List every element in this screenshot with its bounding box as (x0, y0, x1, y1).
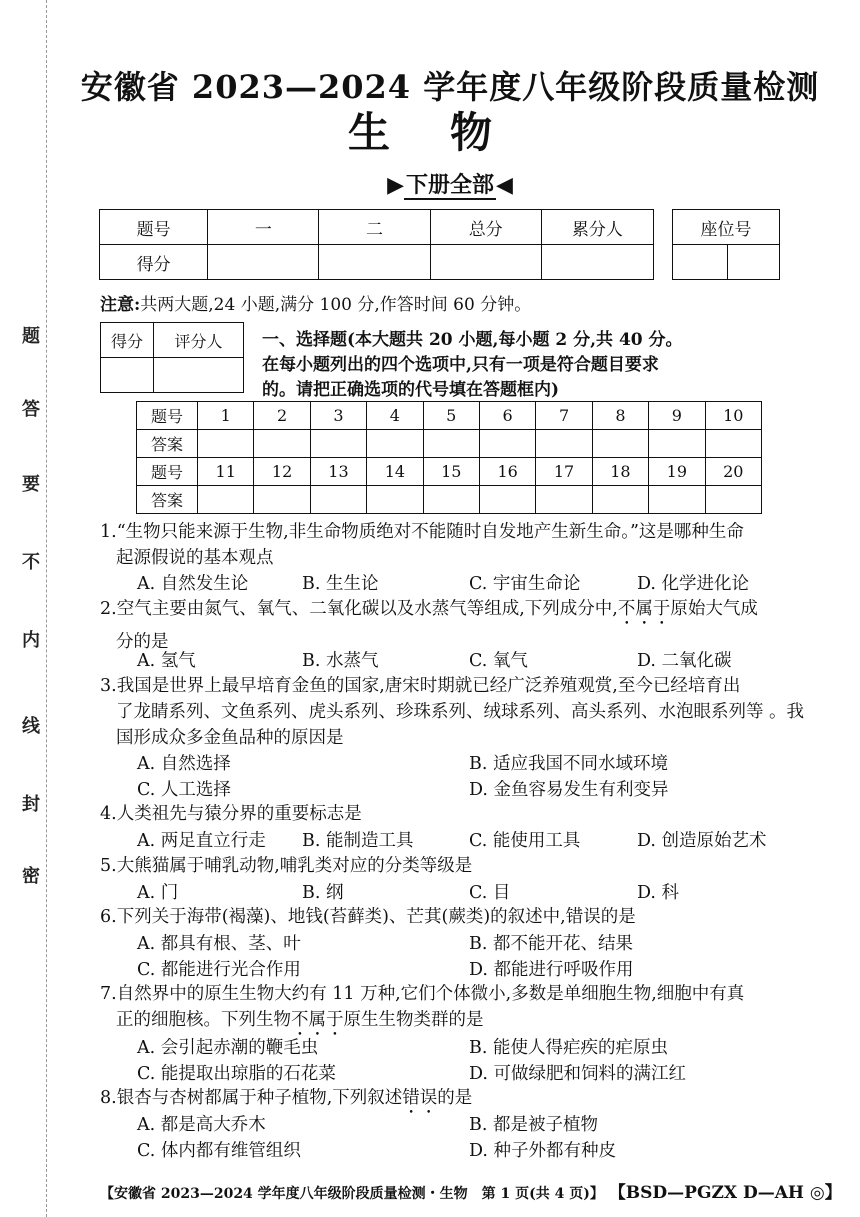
page-footer (100, 1178, 842, 1203)
score-table (99, 209, 654, 280)
score-cell[interactable] (430, 245, 541, 280)
option[interactable]: D. 金鱼容易发生有利变异 (469, 780, 669, 800)
question-stem: 3.我国是世界上最早培育金鱼的国家,唐宋时期就已经广泛养殖观赏,至今已经培育出 (100, 676, 741, 696)
option[interactable]: D. 可做绿肥和饲料的满江红 (469, 1064, 687, 1084)
answer-cell[interactable] (592, 430, 648, 458)
question-stem: 了龙睛系列、文鱼系列、虎头系列、珍珠系列、绒球系列、高头系列、水泡眼系列等 。我 (116, 702, 805, 722)
answer-cell[interactable] (367, 430, 423, 458)
answer-num: 4 (367, 402, 423, 430)
score-header: 总分 (430, 210, 541, 245)
binding-margin-text (18, 0, 44, 1217)
exam-note (100, 290, 531, 315)
exam-title: 安徽省 2023—2024 学年度八年级阶段质量检测 (80, 68, 820, 106)
answer-cell[interactable] (479, 486, 535, 514)
option[interactable]: B. 纲 (302, 883, 344, 903)
answer-num: 8 (592, 402, 648, 430)
grader-cell[interactable] (101, 358, 154, 393)
answer-num: 13 (310, 458, 366, 486)
option[interactable]: D. 创造原始艺术 (637, 831, 767, 851)
answer-cell[interactable] (423, 430, 479, 458)
question-stem: 1.“生物只能来源于生物,非生命物质绝对不能随时自发地产生新生命。”这是哪种生命 (100, 522, 744, 542)
answer-cell[interactable] (536, 486, 592, 514)
answer-cell[interactable] (310, 486, 366, 514)
question-stem: 起源假说的基本观点 (116, 548, 274, 568)
seat-cell[interactable] (728, 245, 780, 280)
grader-person-label: 评分人 (154, 323, 244, 358)
score-cell[interactable] (208, 245, 319, 280)
answer-cell[interactable] (198, 430, 254, 458)
answer-cell[interactable] (479, 430, 535, 458)
exam-subject: 生物 (347, 108, 552, 157)
answer-table (136, 401, 762, 514)
score-header: 累分人 (541, 210, 653, 245)
option[interactable]: D. 都能进行呼吸作用 (469, 960, 634, 980)
answer-num-label: 题号 (137, 458, 198, 486)
option[interactable]: B. 都是被子植物 (469, 1115, 598, 1135)
question-3 (100, 673, 804, 751)
score-header: 一 (208, 210, 319, 245)
answer-num: 9 (649, 402, 705, 430)
option[interactable]: B. 能使人得疟疾的疟原虫 (469, 1038, 668, 1058)
side-char: 不 (22, 552, 40, 573)
option[interactable]: B. 生生论 (302, 574, 379, 594)
seat-label: 座位号 (673, 210, 780, 245)
answer-cell[interactable] (198, 486, 254, 514)
answer-cell[interactable] (649, 486, 705, 514)
option[interactable]: B. 能制造工具 (302, 831, 414, 851)
seat-table (672, 209, 780, 280)
seat-cell[interactable] (673, 245, 728, 280)
answer-cell[interactable] (705, 486, 761, 514)
answer-num: 20 (705, 458, 761, 486)
option[interactable]: C. 能使用工具 (469, 831, 581, 851)
side-char: 密 (22, 866, 40, 887)
question-stem: 国形成众多金鱼品种的原因是 (116, 728, 344, 748)
option[interactable]: A. 自然发生论 (137, 574, 249, 594)
option[interactable]: A. 自然选择 (137, 754, 231, 774)
answer-num: 5 (423, 402, 479, 430)
question-stem: 2.空气主要由氮气、氧气、二氧化碳以及水蒸气等组成,下列成分中, (100, 599, 618, 619)
answer-cell[interactable] (536, 430, 592, 458)
answer-ans-label: 答案 (137, 430, 198, 458)
option[interactable]: B. 适应我国不同水域环境 (469, 754, 668, 774)
binding-line (46, 0, 47, 1217)
option[interactable]: D. 二氧化碳 (637, 651, 732, 671)
score-header: 二 (319, 210, 430, 245)
option[interactable]: C. 宇宙生命论 (469, 574, 581, 594)
score-cell[interactable] (319, 245, 430, 280)
answer-num: 7 (536, 402, 592, 430)
option[interactable]: C. 目 (469, 883, 511, 903)
answer-cell[interactable] (367, 486, 423, 514)
option[interactable]: B. 水蒸气 (302, 651, 379, 671)
score-cell[interactable] (541, 245, 653, 280)
question-7 (100, 981, 744, 1040)
option[interactable]: D. 种子外都有种皮 (469, 1141, 617, 1161)
answer-num: 16 (479, 458, 535, 486)
option[interactable]: B. 都不能开花、结果 (469, 934, 633, 954)
answer-num: 3 (310, 402, 366, 430)
side-char: 封 (22, 794, 40, 815)
note-text: 共两大题,24 小题,满分 100 分,作答时间 60 分钟。 (140, 295, 532, 315)
answer-cell[interactable] (254, 430, 310, 458)
option[interactable]: C. 体内都有维管组织 (137, 1141, 301, 1161)
score-row-label: 得分 (100, 245, 208, 280)
option[interactable]: C. 都能进行光合作用 (137, 960, 301, 980)
grader-score-label: 得分 (101, 323, 154, 358)
grader-cell[interactable] (154, 358, 244, 393)
side-char: 要 (22, 474, 40, 495)
question-stem: 原始大气成 (670, 599, 758, 619)
question-stem: 4.人类祖先与猿分界的重要标志是 (100, 804, 362, 824)
answer-num: 2 (254, 402, 310, 430)
option[interactable]: A. 都具有根、茎、叶 (137, 934, 301, 954)
answer-num: 12 (254, 458, 310, 486)
emphasis-text: 不属于 (617, 599, 671, 619)
answer-cell[interactable] (423, 486, 479, 514)
option[interactable]: A. 门 (137, 883, 179, 903)
question-6 (100, 904, 636, 930)
footer-code: 【BSD—PGZX D—AH ◎】 (608, 1183, 842, 1203)
question-stem: 原生生物类群的是 (343, 1010, 484, 1030)
answer-cell[interactable] (649, 430, 705, 458)
answer-cell[interactable] (310, 430, 366, 458)
option[interactable]: A. 会引起赤潮的鞭毛虫 (137, 1038, 319, 1058)
emphasis-text: 错误 (402, 1088, 438, 1108)
question-stem: 正的细胞核。下列生物 (116, 1010, 291, 1030)
question-stem: 的是 (437, 1088, 473, 1108)
option[interactable]: C. 人工选择 (137, 780, 231, 800)
side-char: 线 (22, 716, 40, 737)
option[interactable]: D. 化学进化论 (637, 574, 750, 594)
question-stem-line (100, 596, 758, 629)
answer-num: 6 (479, 402, 535, 430)
option[interactable]: C. 能提取出琼脂的石花菜 (137, 1064, 336, 1084)
footer-text: 【安徽省 2023—2024 学年度八年级阶段质量检测・生物 第 1 页(共 4 页)】 (100, 1186, 604, 1202)
side-char: 内 (22, 630, 40, 651)
score-header: 题号 (100, 210, 208, 245)
option[interactable]: D. 科 (637, 883, 680, 903)
question-4 (100, 801, 362, 827)
option[interactable]: A. 两足直立行走 (137, 831, 266, 851)
question-stem: 分的是 (116, 632, 169, 652)
grader-table (100, 322, 244, 393)
option[interactable]: A. 都是高大乔木 (137, 1115, 266, 1135)
option[interactable]: C. 氧气 (469, 651, 528, 671)
option[interactable]: A. 氢气 (137, 651, 196, 671)
answer-num: 19 (649, 458, 705, 486)
answer-num: 17 (536, 458, 592, 486)
emphasis-text: 不属于 (291, 1010, 344, 1030)
exam-scope: ▶下册全部◀ (387, 172, 513, 198)
answer-cell[interactable] (254, 486, 310, 514)
answer-num: 1 (198, 402, 254, 430)
note-label: 注意: (100, 295, 141, 315)
question-stem: 8.银杏与杏树都属于种子植物,下列叙述 (100, 1088, 403, 1108)
answer-num: 14 (367, 458, 423, 486)
section-heading: 一、选择题(本大题共 20 小题,每小题 2 分,共 40 分。在每小题列出的四个选项中,只有一项是符合题目要求的。请把正确选项的代号填在答题框内) (262, 330, 683, 400)
side-char: 答 (22, 399, 40, 420)
answer-num: 10 (705, 402, 761, 430)
answer-ans-label: 答案 (137, 486, 198, 514)
answer-num: 15 (423, 458, 479, 486)
question-stem: 5.大熊猫属于哺乳动物,哺乳类对应的分类等级是 (100, 856, 473, 876)
answer-cell[interactable] (705, 430, 761, 458)
answer-num: 11 (198, 458, 254, 486)
question-1 (100, 519, 744, 571)
answer-num-label: 题号 (137, 402, 198, 430)
answer-num: 18 (592, 458, 648, 486)
answer-cell[interactable] (592, 486, 648, 514)
scope-label: 下册全部 (405, 172, 494, 198)
question-stem: 6.下列关于海带(褐藻)、地钱(苔藓类)、芒萁(蕨类)的叙述中,错误的是 (100, 907, 636, 927)
side-char: 题 (22, 326, 40, 347)
question-stem: 7.自然界中的原生生物大约有 11 万种,它们个体微小,多数是单细胞生物,细胞中有真 (100, 984, 745, 1004)
question-5 (100, 853, 472, 879)
